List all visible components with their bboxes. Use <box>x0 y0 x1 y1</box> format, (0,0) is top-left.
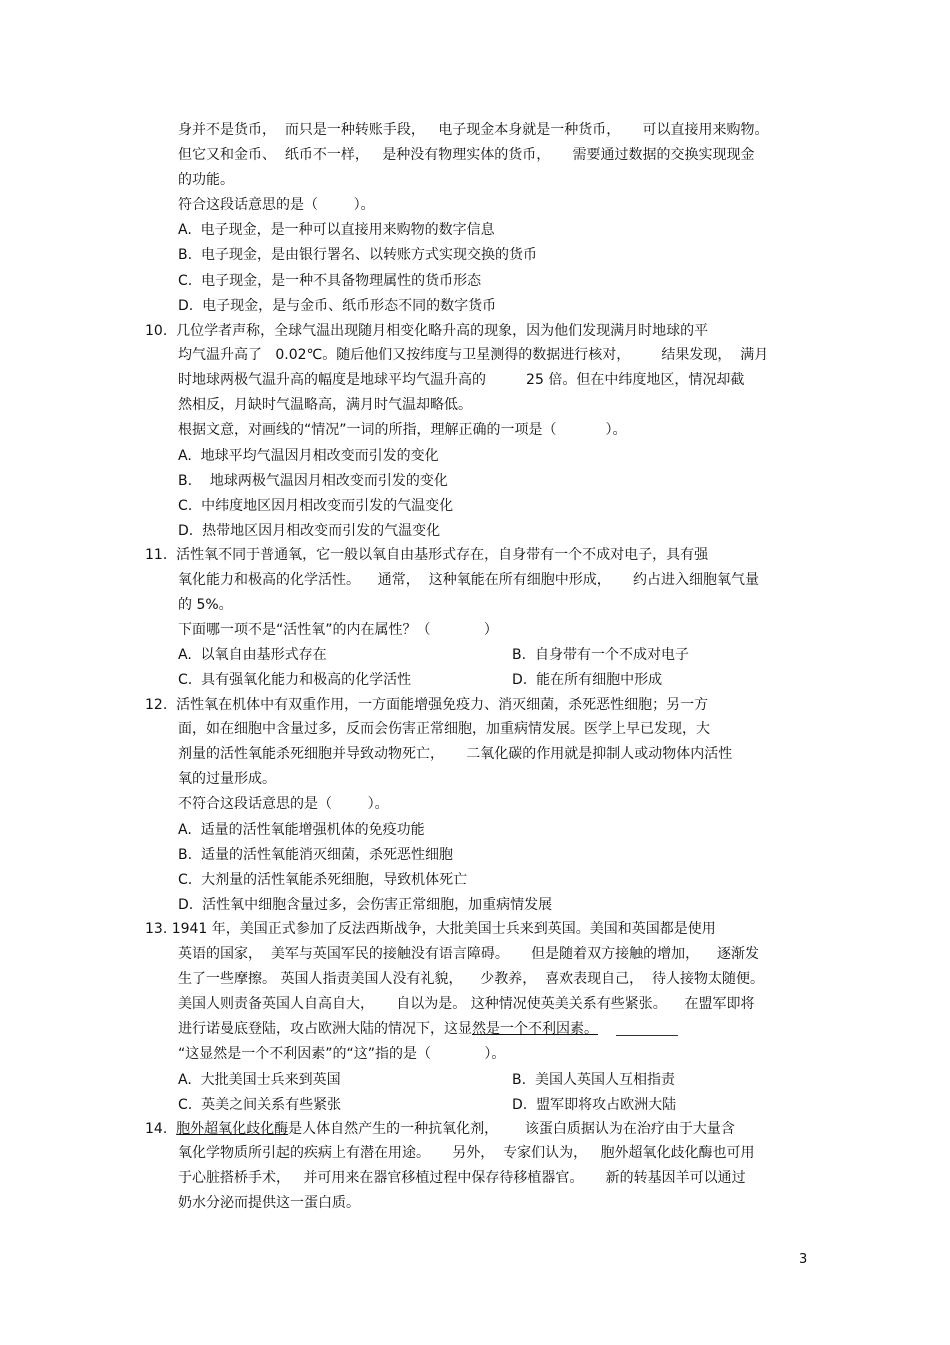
q11-stem: 11. 活性氧不同于普通氧，它一般以氧自由基形式存在，自身带有一个不成对电子，具有强 <box>145 547 709 563</box>
q10-question: 根据文意，对画线的“情况”一词的所指，理解正确的一项是（ ）。 <box>178 422 627 438</box>
q11-text-line: 氧化能力和极高的化学活性。 通常， 这种氧能在所有细胞中形成， 约占进入细胞氧气量 <box>178 572 759 588</box>
q10-text-line: 时地球两极气温升高的幅度是地球平均气温升高的 25 倍。但在中纬度地区，情况却截 <box>178 372 745 388</box>
q11-option-a: A. 以氧自由基形式存在 <box>178 647 327 663</box>
q13-text-line: 美国人则责备英国人自高自大， 自以为是。 这种情况使英美关系有些紧张。 在盟军即将 <box>178 996 755 1012</box>
q9-option-a: A. 电子现金，是一种可以直接用来购物的数字信息 <box>178 222 495 238</box>
q14-stem <box>145 1120 735 1138</box>
q12-option-a: A. 适量的活性氧能增强机体的免疫功能 <box>178 822 425 838</box>
q14-number: 14. <box>145 1121 177 1137</box>
q14-text-line: 于心脏搭桥手术， 并可用来在器官移植过程中保存待移植器官。 新的转基因羊可以通过 <box>178 1170 746 1186</box>
q11-option-d: D. 能在所有细胞中形成 <box>512 672 663 688</box>
q11-option-c: C. 具有强氧化能力和极高的化学活性 <box>178 672 412 688</box>
q10-option-a: A. 地球平均气温因月相改变而引发的变化 <box>178 448 439 464</box>
q10-text-line: 然相反，月缺时气温略高，满月时气温却略低。 <box>178 397 472 413</box>
q12-text-line: 氧的过量形成。 <box>178 771 276 787</box>
q14-text-line: 氧化学物质所引起的疾病上有潜在用途。 另外， 专家们认为， 胞外超氧化歧化酶也可用 <box>178 1145 755 1161</box>
q13-option-a: A. 大批美国士兵来到英国 <box>178 1072 341 1088</box>
q14-text-line: 奶水分泌而提供这一蛋白质。 <box>178 1195 360 1211</box>
q14-stem-rest: 是人体自然产生的一种抗氧化剂， 该蛋白质据认为在治疗由于大量含 <box>288 1121 735 1137</box>
q10-option-b: B. 地球两极气温因月相改变而引发的变化 <box>178 473 448 489</box>
q10-option-d: D. 热带地区因月相改变而引发的气温变化 <box>178 523 441 539</box>
underline-rule <box>616 1035 678 1036</box>
q12-question: 不符合这段话意思的是（ ）。 <box>178 796 389 812</box>
q9-text-line: 的功能。 <box>178 172 234 188</box>
q9-question: 符合这段话意思的是（ ）。 <box>178 197 375 213</box>
q13-text-line-last <box>178 1020 598 1038</box>
q13-stem: 13. 1941 年，美国正式参加了反法西斯战争，大批美国士兵来到英国。美国和英国都是使用 <box>145 921 716 937</box>
q13-option-c: C. 英美之间关系有些紧张 <box>178 1097 342 1113</box>
q13-option-b: B. 美国人英国人互相指责 <box>512 1072 675 1088</box>
q13-text-plain: 进行诺曼底登陆，攻占欧洲大陆的情况下，这显 <box>178 1021 472 1037</box>
q9-text-line: 身并不是货币， 而只是一种转账手段， 电子现金本身就是一种货币， 可以直接用来购物。 <box>178 122 769 138</box>
q12-option-c: C. 大剂量的活性氧能杀死细胞，导致机体死亡 <box>178 872 468 888</box>
q12-text-line: 面，如在细胞中含量过多，反而会伤害正常细胞，加重病情发展。医学上早已发现，大 <box>178 721 710 737</box>
q13-option-d: D. 盟军即将攻占欧洲大陆 <box>512 1097 677 1113</box>
q11-question: 下面哪一项不是“活性氧”的内在属性？（ ） <box>178 622 498 638</box>
q11-option-b: B. 自身带有一个不成对电子 <box>512 647 689 663</box>
q10-stem: 10. 几位学者声称，全球气温出现随月相变化略升高的现象，因为他们发现满月时地球的平 <box>145 323 709 339</box>
q9-option-c: C. 电子现金，是一种不具备物理属性的货币形态 <box>178 273 482 289</box>
q13-text-line: 英语的国家， 美军与英国军民的接触没有语言障碍。 但是随着双方接触的增加， 逐渐发 <box>178 946 759 962</box>
q9-option-d: D. 电子现金，是与金币、纸币形态不同的数字货币 <box>178 298 497 314</box>
q11-text-line: 的 5%。 <box>178 597 233 613</box>
q13-question: “这显然是一个不利因素”的“这”指的是（ ）。 <box>178 1046 506 1062</box>
q12-option-d: D. 活性氧中细胞含量过多，会伤害正常细胞，加重病情发展 <box>178 897 553 913</box>
q14-underlined-term: 胞外超氧化歧化酶 <box>176 1121 289 1137</box>
page-number: 3 <box>799 1252 808 1267</box>
q10-text-line: 均气温升高了 0.02℃。随后他们又按纬度与卫星测得的数据进行核对， 结果发现， 满月 <box>178 347 769 363</box>
q12-stem: 12. 活性氧在机体中有双重作用，一方面能增强免疫力、消灭细菌，杀死恶性细胞；另一方 <box>145 697 709 713</box>
q13-underlined-phrase: 然是一个不利因素。 <box>472 1021 598 1037</box>
q10-option-c: C. 中纬度地区因月相改变而引发的气温变化 <box>178 498 454 514</box>
q12-option-b: B. 适量的活性氧能消灭细菌，杀死恶性细胞 <box>178 847 453 863</box>
q9-option-b: B. 电子现金，是由银行署名、以转账方式实现交换的货币 <box>178 247 537 263</box>
q9-text-line: 但它又和金币、 纸币不一样， 是种没有物理实体的货币， 需要通过数据的交换实现现金 <box>178 147 755 163</box>
q12-text-line: 剂量的活性氧能杀死细胞并导致动物死亡， 二氧化碳的作用就是抑制人或动物体内活性 <box>178 746 733 762</box>
q13-text-line: 生了一些摩擦。 英国人指责美国人没有礼貌， 少教养， 喜欢表现自己， 待人接物太随便。 <box>178 971 765 987</box>
